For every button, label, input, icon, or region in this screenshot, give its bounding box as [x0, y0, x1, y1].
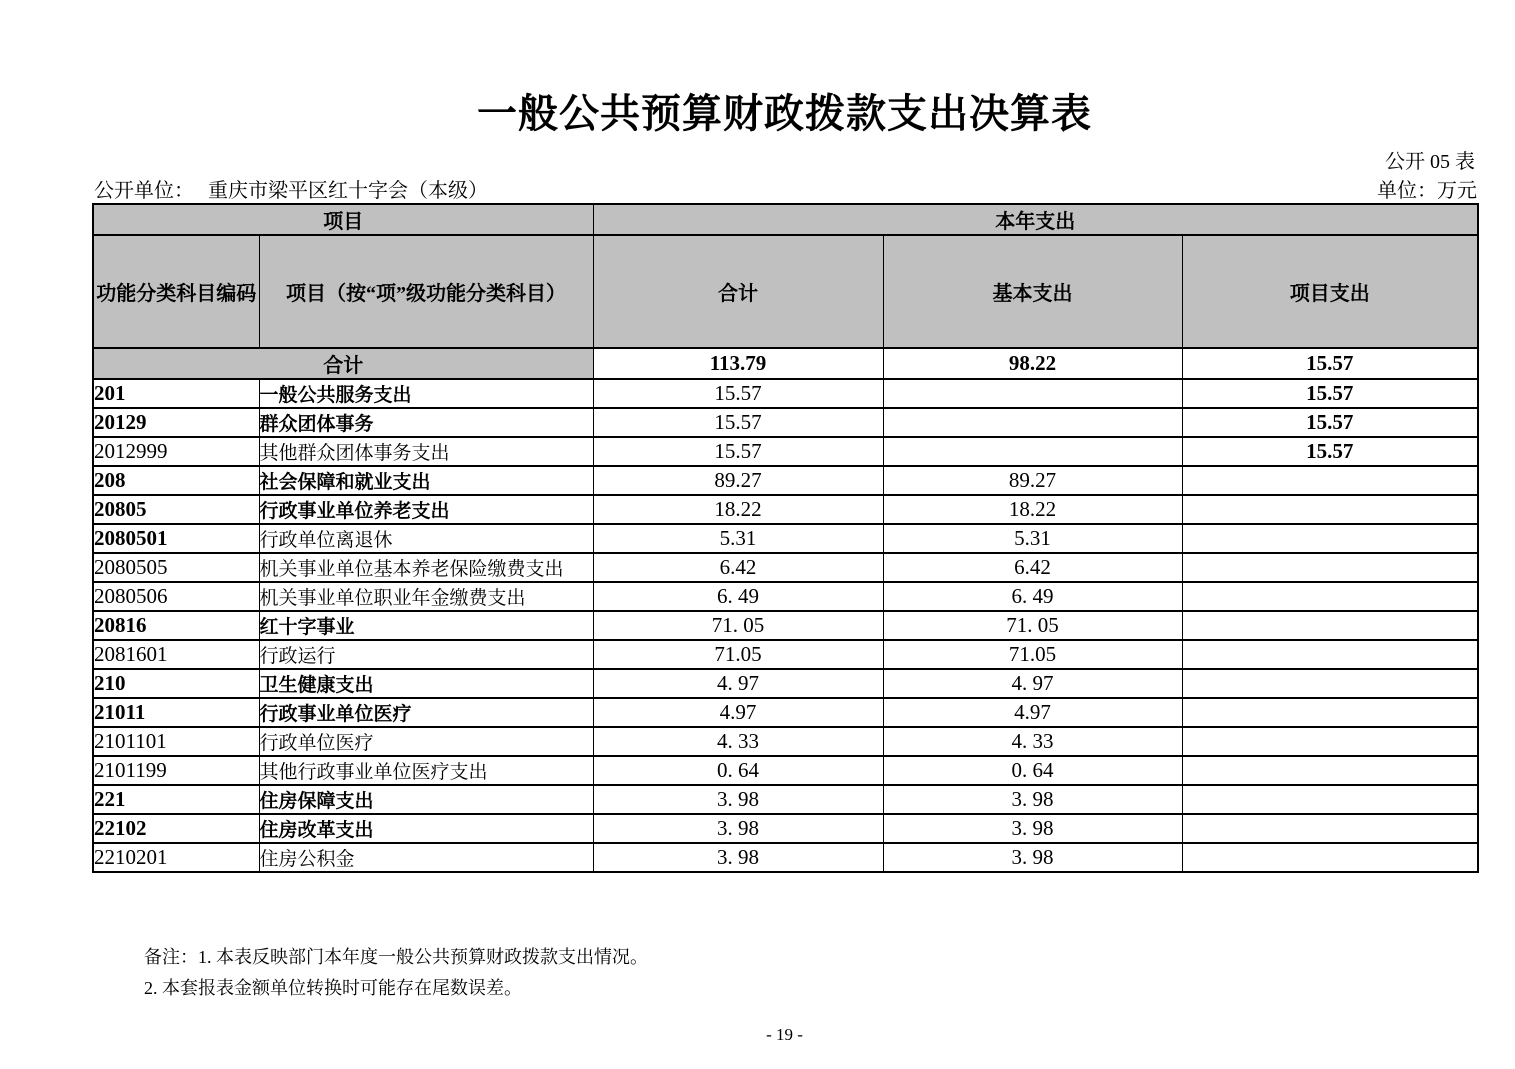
row-basic-cell: 4. 33 [883, 727, 1182, 756]
table-row [93, 756, 1478, 785]
table-row [93, 814, 1478, 843]
row-code-cell: 201 [93, 379, 259, 408]
table-row [93, 640, 1478, 669]
info-line [94, 174, 1477, 203]
row-total-cell: 3. 98 [593, 785, 883, 814]
row-basic-cell: 5.31 [883, 524, 1182, 553]
row-name-cell: 住房改革支出 [259, 814, 593, 843]
row-basic-cell: 4. 97 [883, 669, 1182, 698]
row-project-cell: 15.57 [1182, 408, 1478, 437]
row-project-cell [1182, 640, 1478, 669]
row-project-cell [1182, 466, 1478, 495]
row-total-cell: 71. 05 [593, 611, 883, 640]
grand-total-label: 合计 [93, 348, 593, 379]
row-project-cell: 15.57 [1182, 379, 1478, 408]
header-year-expense-group: 本年支出 [593, 204, 1478, 235]
row-code-cell: 2012999 [93, 437, 259, 466]
row-code-cell: 22102 [93, 814, 259, 843]
note-line-2: 2. 本套报表金额单位转换时可能存在尾数误差。 [144, 978, 522, 998]
row-code-cell: 2210201 [93, 843, 259, 872]
header-project-col: 项目支出 [1182, 235, 1478, 348]
row-name-cell: 行政事业单位养老支出 [259, 495, 593, 524]
row-code-cell: 2080506 [93, 582, 259, 611]
row-name-cell: 卫生健康支出 [259, 669, 593, 698]
row-basic-cell: 6.42 [883, 553, 1182, 582]
row-total-cell: 4.97 [593, 698, 883, 727]
table-row [93, 437, 1478, 466]
table-row [93, 843, 1478, 872]
row-basic-cell: 89.27 [883, 466, 1182, 495]
row-total-cell: 3. 98 [593, 814, 883, 843]
row-basic-cell [883, 379, 1182, 408]
row-project-cell [1182, 698, 1478, 727]
row-name-cell: 行政运行 [259, 640, 593, 669]
row-total-cell: 15.57 [593, 408, 883, 437]
row-basic-cell: 18.22 [883, 495, 1182, 524]
header-group-row [93, 204, 1478, 235]
row-project-cell [1182, 582, 1478, 611]
header-item-group: 项目 [93, 204, 593, 235]
row-code-cell: 210 [93, 669, 259, 698]
row-basic-cell: 3. 98 [883, 785, 1182, 814]
note-line-1: 备注：1. 本表反映部门本年度一般公共预算财政拨款支出情况。 [144, 947, 648, 967]
money-unit: 单位：万元 [1377, 180, 1477, 202]
header-basic-col: 基本支出 [883, 235, 1182, 348]
row-total-cell: 71.05 [593, 640, 883, 669]
row-project-cell [1182, 611, 1478, 640]
row-name-cell: 住房保障支出 [259, 785, 593, 814]
row-name-cell: 其他行政事业单位医疗支出 [259, 756, 593, 785]
row-project-cell [1182, 785, 1478, 814]
row-project-cell [1182, 495, 1478, 524]
row-name-cell: 机关事业单位基本养老保险缴费支出 [259, 553, 593, 582]
budget-table [92, 203, 1479, 873]
grand-total-basic: 98.22 [883, 348, 1182, 379]
table-row [93, 698, 1478, 727]
row-project-cell [1182, 756, 1478, 785]
row-total-cell: 89.27 [593, 466, 883, 495]
grand-total-row [93, 348, 1478, 379]
row-basic-cell [883, 408, 1182, 437]
header-item-col: 项目（按“项”级功能分类科目） [259, 235, 593, 348]
row-name-cell: 机关事业单位职业年金缴费支出 [259, 582, 593, 611]
table-row [93, 727, 1478, 756]
row-code-cell: 2101199 [93, 756, 259, 785]
table-row [93, 582, 1478, 611]
row-project-cell [1182, 553, 1478, 582]
row-project-cell [1182, 524, 1478, 553]
row-name-cell: 其他群众团体事务支出 [259, 437, 593, 466]
table-row [93, 785, 1478, 814]
row-total-cell: 4. 33 [593, 727, 883, 756]
row-project-cell [1182, 669, 1478, 698]
table-body [93, 379, 1478, 872]
row-name-cell: 行政单位医疗 [259, 727, 593, 756]
notes-block [144, 942, 648, 1004]
row-total-cell: 6. 49 [593, 582, 883, 611]
row-code-cell: 20805 [93, 495, 259, 524]
row-basic-cell: 71.05 [883, 640, 1182, 669]
row-project-cell [1182, 843, 1478, 872]
form-code: 公开 05 表 [1385, 151, 1475, 173]
table-row [93, 611, 1478, 640]
grand-total-total: 113.79 [593, 348, 883, 379]
row-basic-cell: 3. 98 [883, 843, 1182, 872]
row-name-cell: 红十字事业 [259, 611, 593, 640]
row-total-cell: 5.31 [593, 524, 883, 553]
row-project-cell [1182, 727, 1478, 756]
header-columns-row [93, 235, 1478, 348]
row-code-cell: 221 [93, 785, 259, 814]
row-code-cell: 20129 [93, 408, 259, 437]
row-basic-cell: 71. 05 [883, 611, 1182, 640]
unit-label: 公开单位： [94, 180, 194, 202]
row-code-cell: 208 [93, 466, 259, 495]
row-name-cell: 社会保障和就业支出 [259, 466, 593, 495]
row-name-cell: 住房公积金 [259, 843, 593, 872]
table-row [93, 466, 1478, 495]
row-project-cell [1182, 814, 1478, 843]
document-page [92, 0, 1477, 1069]
row-name-cell: 一般公共服务支出 [259, 379, 593, 408]
table-row [93, 408, 1478, 437]
row-basic-cell: 6. 49 [883, 582, 1182, 611]
unit-name: 重庆市梁平区红十字会（本级） [208, 180, 488, 202]
row-total-cell: 15.57 [593, 437, 883, 466]
row-basic-cell: 4.97 [883, 698, 1182, 727]
table-row [93, 669, 1478, 698]
table-row [93, 524, 1478, 553]
page-number: - 19 - [766, 1025, 803, 1044]
row-code-cell: 20816 [93, 611, 259, 640]
row-basic-cell: 0. 64 [883, 756, 1182, 785]
row-total-cell: 4. 97 [593, 669, 883, 698]
row-name-cell: 行政事业单位医疗 [259, 698, 593, 727]
table-row [93, 379, 1478, 408]
table-row [93, 495, 1478, 524]
row-basic-cell [883, 437, 1182, 466]
row-code-cell: 2080501 [93, 524, 259, 553]
header-code-col: 功能分类科目编码 [93, 235, 259, 348]
row-total-cell: 3. 98 [593, 843, 883, 872]
row-code-cell: 2081601 [93, 640, 259, 669]
row-name-cell: 行政单位离退休 [259, 524, 593, 553]
row-code-cell: 21011 [93, 698, 259, 727]
row-code-cell: 2101101 [93, 727, 259, 756]
row-total-cell: 18.22 [593, 495, 883, 524]
page-title: 一般公共预算财政拨款支出决算表 [477, 91, 1092, 136]
row-total-cell: 0. 64 [593, 756, 883, 785]
table-row [93, 553, 1478, 582]
row-total-cell: 15.57 [593, 379, 883, 408]
row-basic-cell: 3. 98 [883, 814, 1182, 843]
row-project-cell: 15.57 [1182, 437, 1478, 466]
row-total-cell: 6.42 [593, 553, 883, 582]
publishing-unit [94, 174, 488, 203]
grand-total-project: 15.57 [1182, 348, 1478, 379]
header-total-col: 合计 [593, 235, 883, 348]
row-code-cell: 2080505 [93, 553, 259, 582]
row-name-cell: 群众团体事务 [259, 408, 593, 437]
